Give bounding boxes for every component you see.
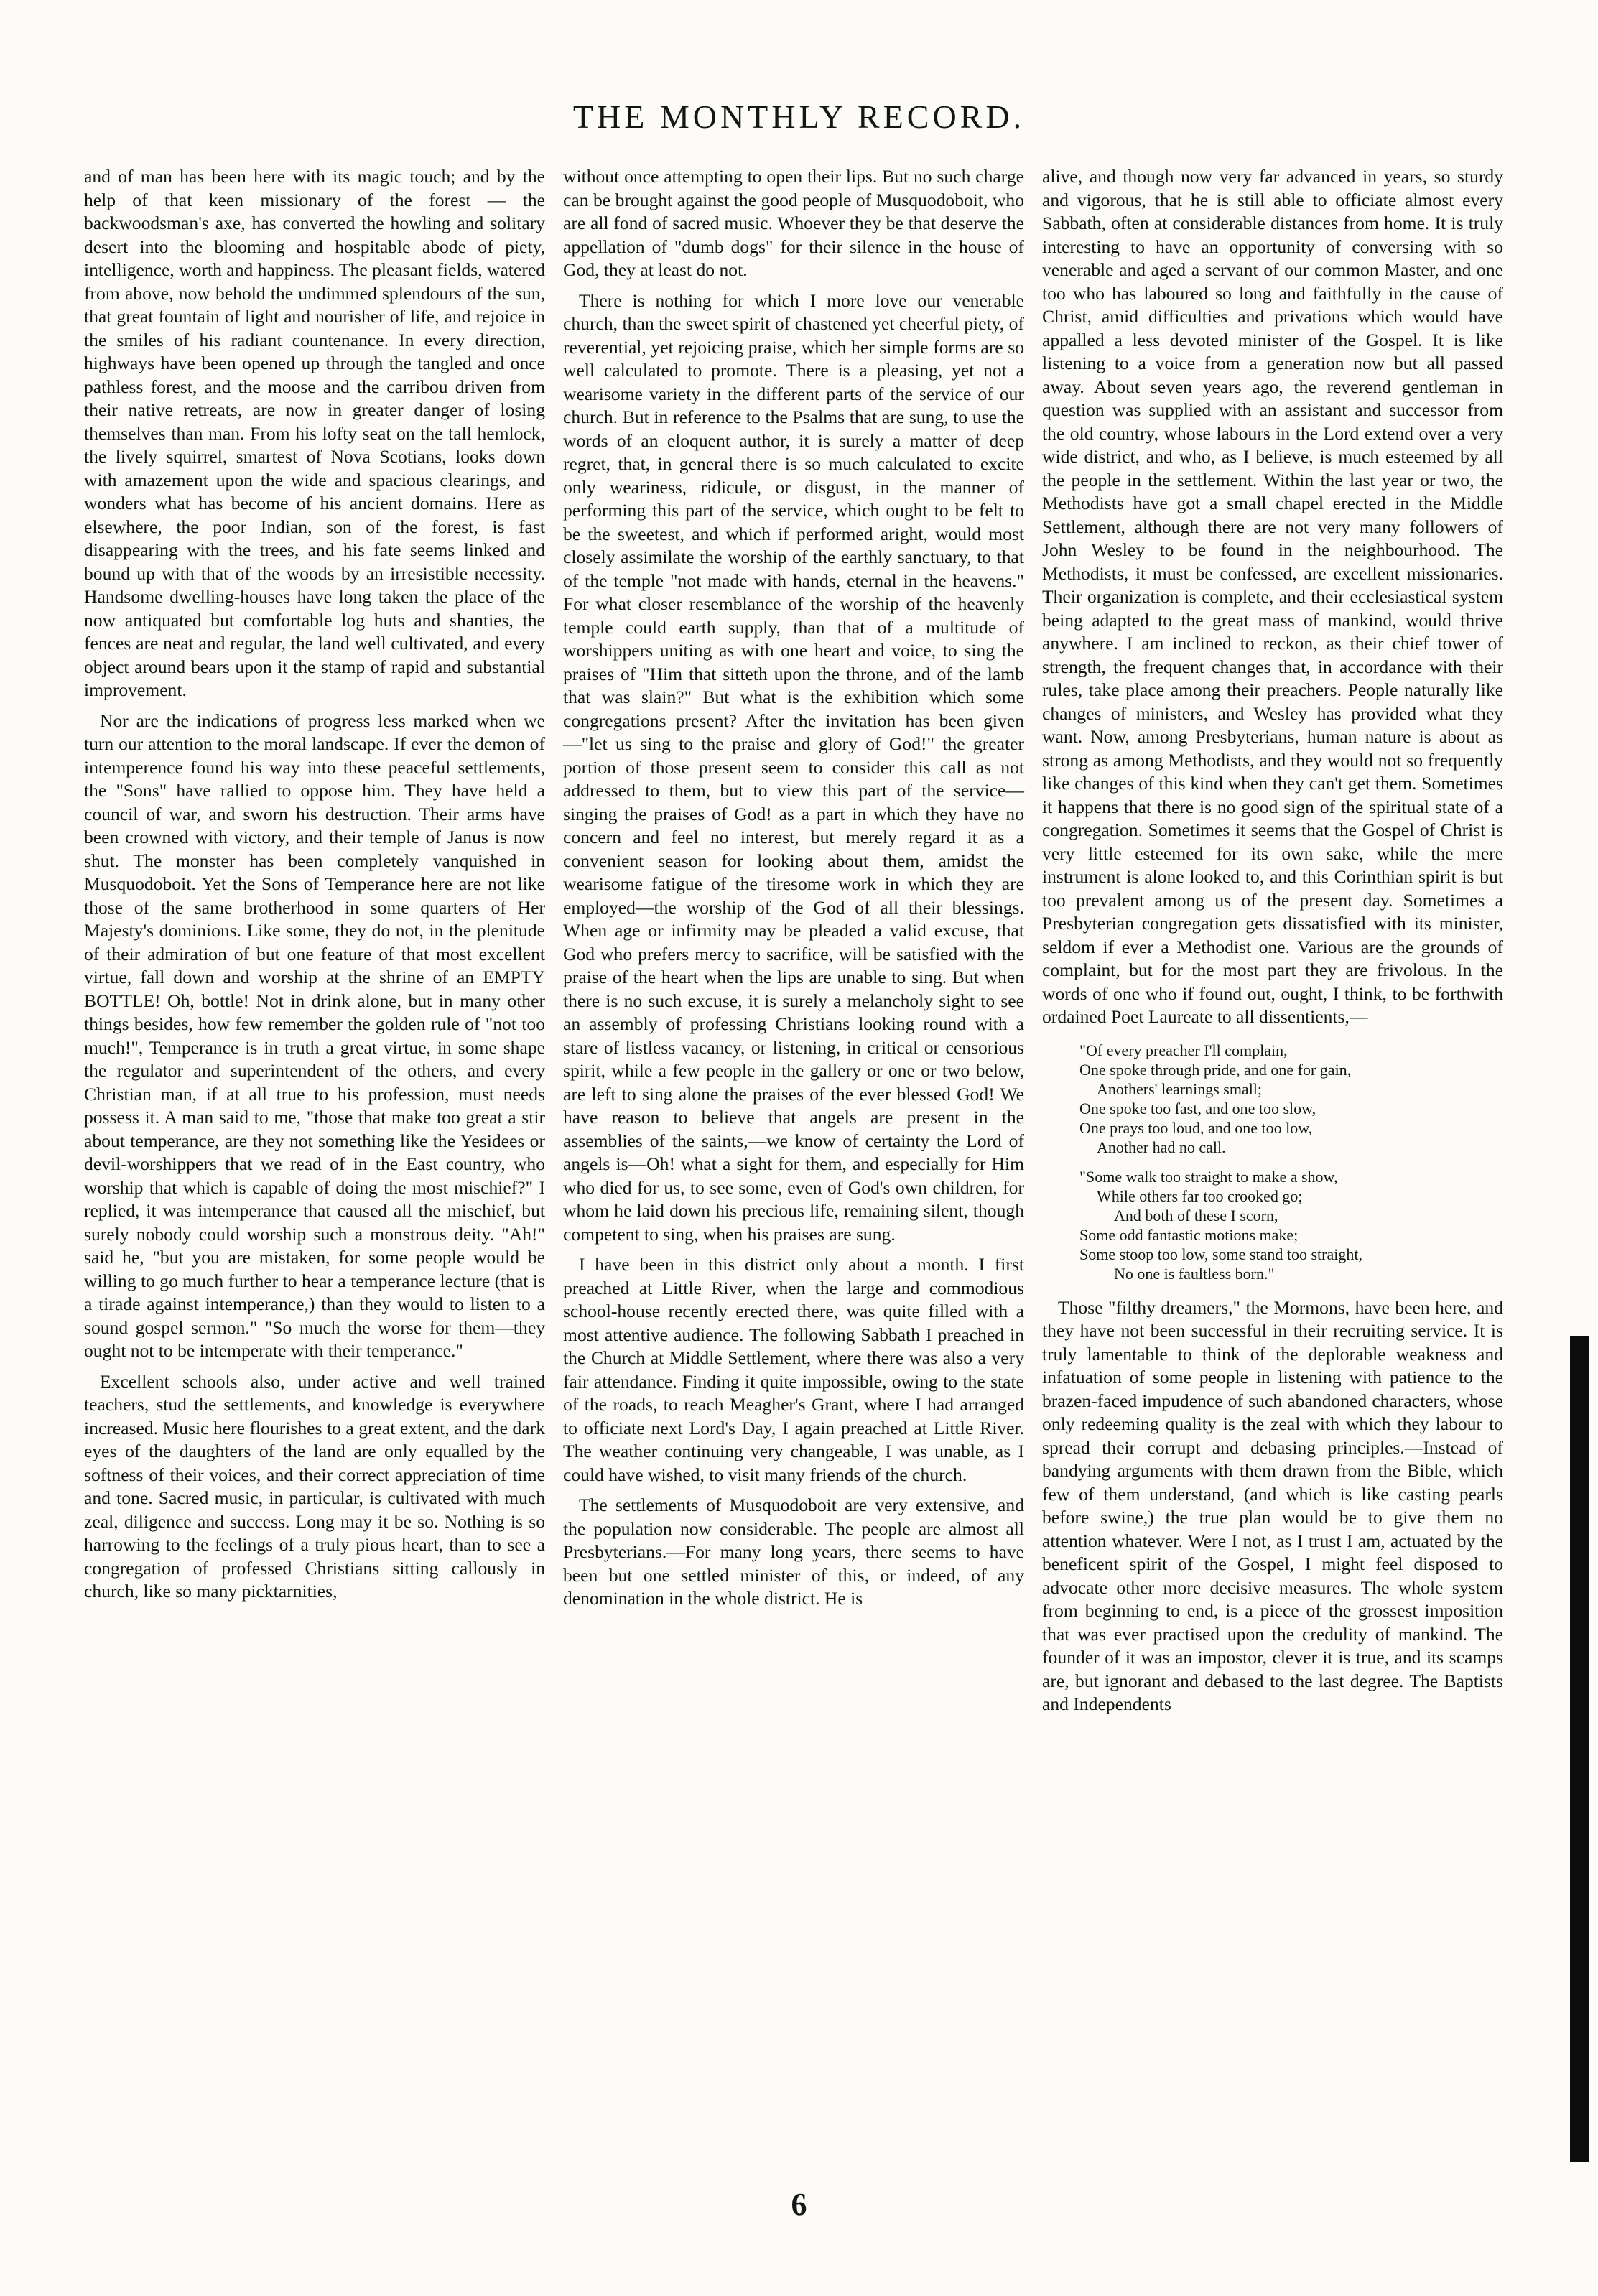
poem-line: Some odd fantastic motions make; <box>1079 1225 1299 1244</box>
column-2 <box>554 165 1033 2169</box>
binding-shadow <box>1570 1336 1589 2162</box>
poem-stanza <box>1079 1167 1503 1283</box>
paragraph: and of man has been here with its magic touch; and by the help of that keen missionary of the forest — the backwoodsman's axe, has converted the howling and solitary desert into the blooming and hospitable abode of piety, intelligence, worth and happiness. The pleasant fields, watered from above, now behold the undimmed splendours of the sun, that great fountain of light and nourisher of life, and rejoice in the smiles of his radiant countenance. In every direction, highways have been opened up through the tangled and once pathless forest, and the moose and the carribou driven from their native retreats, are now in greater danger of losing themselves than man. From his lofty seat on the tall hemlock, the lively squirrel, smartest of Nova Scotians, looks down with amazement upon the wide and spacious clearings, and wonders what has become of his ancient domains. Here as elsewhere, the poor Indian, son of the forest, is fast disappearing with the trees, and his fate seems linked and bound up with that of the woods by an irresistible necessity. Handsome dwelling-houses have long taken the place of the now antiquated but comfortable log huts and shanties, the fences are neat and regular, the land well cultivated, and every object around bears upon it the stamp of rapid and substantial improvement. <box>84 166 546 700</box>
column-3 <box>1033 165 1512 2169</box>
poem-stanza <box>1079 1041 1503 1157</box>
poem-line: While others far too crooked go; <box>1097 1186 1303 1205</box>
poem-line: And both of these I scorn, <box>1114 1206 1278 1224</box>
poem-line: Anothers' learnings small; <box>1097 1079 1263 1098</box>
poem-quotation <box>1079 1041 1503 1283</box>
poem-line: Another had no call. <box>1097 1138 1226 1156</box>
paragraph: I have been in this district only about a month. I first preached at Little River, when the large and commodious school-house recently erected there, was quite filled with a most attentive audience. The following Sabbath I preached in the Church at Middle Settlement, where there was also a very fair attendance. Finding it quite impossible, owing to the state of the roads, to reach Meagher's Grant, where I had arranged to officiate next Lord's Day, I again preached at Little River. The weather continuing very changeable, I was unable, as I could have wished, to visit many friends of the church. <box>563 1254 1024 1485</box>
poem-line: No one is faultless born." <box>1114 1264 1275 1283</box>
poem-line: "Some walk too straight to make a show, <box>1079 1167 1338 1186</box>
paragraph: alive, and though now very far advanced in years, so sturdy and vigorous, that he is still able to officiate almost every Sabbath, often at considerable distances from home. It is truly interesting to have an opportunity of conversing with so venerable and aged a servant of our common Master, and one too who has laboured so long and faithfully in the cause of Christ, amid difficulties and privations which would have appalled a less devoted minister of the Gospel. It is like listening to a voice from a generation now but all passed away. About seven years ago, the reverend gentleman in question was supplied with an assistant and successor from the old country, whose labours in the Lord extend over a very wide district, and who, as I believe, is much esteemed by all the people in the settlement. Within the last year or two, the Methodists have got a small chapel erected in the Middle Settlement, although there are not very many followers of John Wesley to be found in the neighbourhood. The Methodists, it must be confessed, are excellent missionaries. Their organization is complete, and their ecclesiastical system being adapted to the great mass of mankind, would thrive anywhere. I am inclined to reckon, as their chief tower of strength, the frequent changes that, in accordance with their rules, take place among their preachers. People naturally like changes of ministers, and Wesley has provided what they want. Now, among Presbyterians, human nature is about as strong as among Methodists, and they would not so frequently like changes of this kind when they can't get them. Sometimes it happens that there is no good sign of the spiritual state of a congregation. Sometimes it seems that the Gospel of Christ is very little esteemed for its own sake, while the mere instrument is alone looked to, and this Corinthian spirit is but too prevalent among us of the present day. Sometimes a Presbyterian congregation gets dissatisfied with its minister, seldom if ever a Methodist one. Various are the grounds of complaint, but for the most part they are frivolous. In the words of one who if found out, ought, I think, to be forthwith ordained Poet Laureate to all dissentients,— <box>1042 166 1503 1027</box>
running-head: THE MONTHLY RECORD. <box>572 98 1026 135</box>
paragraph: There is nothing for which I more love our venerable church, than the sweet spirit of chastened yet cheerful piety, of reverential, yet rejoicing praise, which her simple forms are so well calculated to promote. There is a pleasing, yet not a wearisome variety in the different parts of the service of our church. But in reference to the Psalms that are sung, to use the words of an eloquent author, it is surely a matter of deep regret, that, in general there is so much calculated to excite only weariness, ridicule, or disgust, in the manner of performing this part of the service, which ought to be felt to be the sweetest, and which if performed aright, would most closely assimilate the worship of the earthly sanctuary, to that of the temple "not made with hands, eternal in the heavens." For what closer resemblance of the worship of the heavenly temple could earth supply, than that of a multitude of worshippers uniting as with one heart and voice, to sing the praises of "Him that sitteth upon the throne, and of the lamb that was slain?" But what is the exhibition which some congregations present? After the invitation has been given—"let us sing to the praise and glory of God!" the greater portion of those present seem to consider this call as not addressed to them, but to view this part of the service—singing the praises of God! as a part in which they have no concern and feel no interest, but merely regard it as a convenient season for looking about them, amidst the wearisome fatigue of the tiresome work in which they are employed—the worship of the God of all their blessings. When age or infirmity may be pleaded a valid excuse, that God who prefers mercy to sacrifice, will be satisfied with the praise of the heart when the lips are unable to sing. But when there is no such excuse, it is surely a melancholy sight to see an assembly of professing Christians looking round with a stare of listless vacancy, or listening, in critical or censorious spirit, while a few people in the gallery or one or two below, are left to sing alone the praises of the ever blessed God! We have reason to believe that angels are present in the assemblies of the saints,—we know of certainty the Lord of angels is—Oh! what a sight for them, and especially for Him who died for us, to see some, even of God's own children, for whom he laid down his precious life, remaining silent, though competent to sing, when his praises are sung. <box>563 289 1024 1245</box>
column-1 <box>75 165 554 2169</box>
poem-line: One spoke through pride, and one for gain, <box>1079 1060 1352 1079</box>
article-body <box>75 165 1512 2169</box>
paragraph: The settlements of Musquodoboit are very extensive, and the population now considerable. The people are almost all Presbyterians.—For many long years, there seems to have been but one settled minister of this, or indeed, of any denomination in the whole district. He is <box>563 1495 1024 1609</box>
page-number: 6 <box>791 2187 807 2222</box>
poem-line: Some stoop too low, some stand too straight, <box>1079 1245 1362 1263</box>
poem-line: "Of every preacher I'll complain, <box>1079 1041 1288 1059</box>
poem-line: One prays too loud, and one too low, <box>1079 1118 1313 1137</box>
paragraph: Those "filthy dreamers," the Mormons, have been here, and they have not been successful in their recruiting service. It is truly lamentable to think of the deplorable weakness and infatuation of some people in listening with patience to the brazen-faced impudence of such abandoned characters, whose only redeeming quality is the zeal with which they labour to spread their corrupt and debasing principles.—Instead of bandying arguments with them drawn from the Bible, which few of them understand, (and which is like casting pearls before swine,) the true plan would be to give them no attention whatever. Were I not, as I trust I am, actuated by the beneficent spirit of the Gospel, I might feel disposed to advocate other more decisive measures. The whole system from beginning to end, is a piece of the grossest imposition that was ever practised upon the credulity of mankind. The founder of it was an impostor, clever it is true, and its scamps are, but ignorant and debased to the last degree. The Baptists and Independents <box>1042 1296 1503 1714</box>
paragraph: Excellent schools also, under active and well trained teachers, stud the settlements, and knowledge is everywhere increased. Music here flourishes to a great extent, and the dark eyes of the daughters of the land are only equalled by the softness of their voices, and their correct appreciation of time and tone. Sacred music, in particular, is cultivated with much zeal, diligence and success. Long may it be so. Nothing is so harrowing to the feelings of a truly pious heart, than to see a congregation of professed Christians sitting callously in church, like so many picktarnities, <box>84 1370 545 1602</box>
paragraph: without once attempting to open their lips. But no such charge can be brought against the good people of Musquodoboit, who are all fond of sacred music. Whoever they be that deserve the appellation of "dumb dogs" for their silence in the house of God, they at least do not. <box>563 166 1024 280</box>
paragraph: Nor are the indications of progress less marked when we turn our attention to the moral landscape. If ever the demon of intemperence found his way into these peaceful settlements, the "Sons" have rallied to oppose him. They have held a council of war, and sworn his destruction. Their arms have been crowned with victory, and their temple of Janus is now shut. The monster has been completely vanquished in Musquodoboit. Yet the Sons of Temperance here are not like those of the same brotherhood in some quarters of Her Majesty's dominions. Like some, they do not, in the plenitude of their admiration of but one feature of that most excellent virtue, fall down and worship at the shrine of an EMPTY BOTTLE! Oh, bottle! Not in drink alone, but in many other things besides, how few remember the golden rule of "not too much!", Temperance is in truth a great virtue, in some shape the regulator and superintendent of the others, and every Christian man, if at all true to his profession, must needs possess it. A man said to me, "those that make too great a stir about temperance, are they not something like the Yesidees or devil-worshippers that we read of in the East country, who worship that which is capable of doing the most mischief?" I replied, it was intemperance that caused all the mischief, but surely nobody could worship such a monstrous deity. "Ah!" said he, "but you are mistaken, for some people would be willing to go much further to hear a temperance lecture (that is a tirade against intemperance,) than they would to listen to a sound gospel sermon." "So much the worse for them—they ought not to be intemperate with their temperance." <box>84 710 545 1361</box>
poem-line: One spoke too fast, and one too slow, <box>1079 1099 1316 1117</box>
